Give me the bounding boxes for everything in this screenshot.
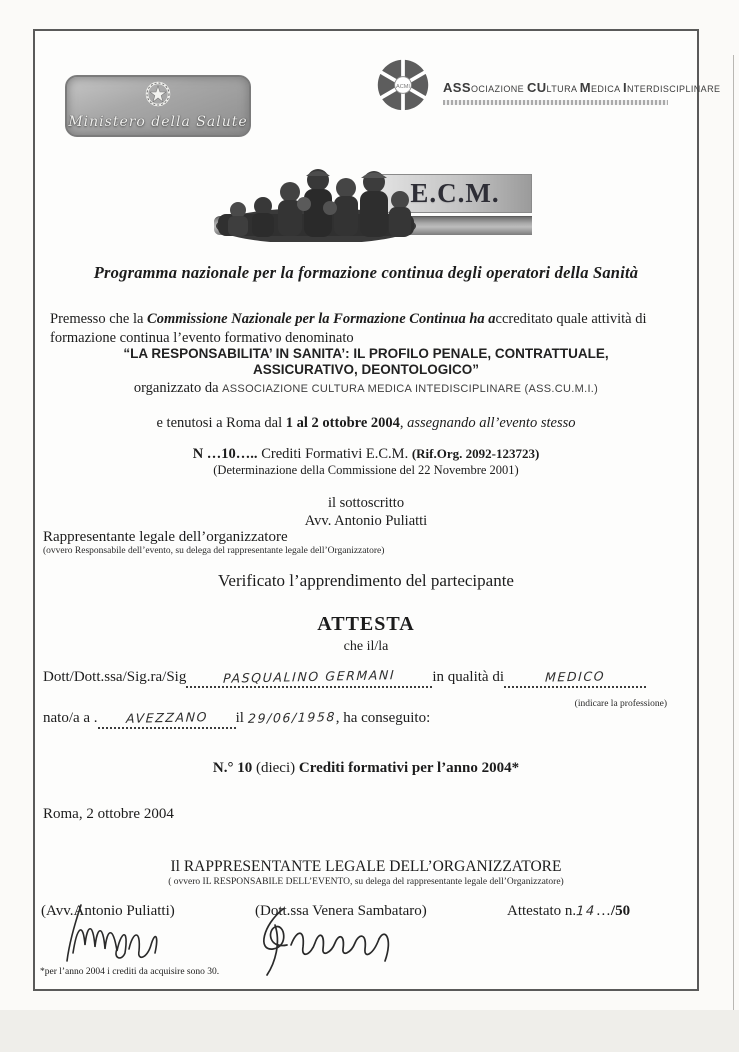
attestato-label: Attestato n.: [507, 903, 577, 919]
credits-awarded-dieci: (dieci): [255, 760, 299, 776]
credits-awarded-rest: Crediti formativi per l’anno 2004*: [298, 760, 520, 776]
role-note: (ovvero Responsabile dell’evento, su delega del rappresentante legale dell’Organizzatore): [43, 545, 385, 556]
association-logo-text: [443, 57, 720, 105]
association-title-part: OCIAZIONE: [470, 84, 527, 94]
premise-commission: Commissione Nazionale per la Formazione Continua ha a: [147, 311, 496, 327]
association-title-part: NTERDISCIPLINARE: [626, 84, 721, 94]
association-title-part: I: [622, 80, 627, 95]
footnote: *per l’anno 2004 i crediti da acquisire sono 30.: [40, 967, 220, 977]
name-label: Dott/Dott.ssa/Sig.ra/Sig: [43, 669, 187, 685]
ministry-of-health-logo: [65, 75, 251, 137]
representative-heading: Il RAPPRESENTANTE LEGALE DELL’ORGANIZZATORE: [170, 858, 562, 875]
credits-number: N …10…..: [192, 446, 262, 462]
scan-edge-artifact: [733, 55, 734, 1052]
undersigned-line2: Avv. Antonio Puliatti: [304, 513, 428, 530]
undersigned-line1: il sottoscritto: [327, 495, 405, 511]
event-title-line2: ASSICURATIVO, DEONTOLOGICO”: [252, 361, 479, 377]
ecm-banner: [200, 164, 532, 248]
profession-note: (indicare la professione): [574, 699, 667, 709]
signature-puliatti: [59, 901, 189, 972]
association-tagline-microtext: [443, 100, 668, 105]
organized-prefix: organizzato da: [133, 380, 223, 396]
scan-bottom-band: [0, 1010, 739, 1052]
attestato-number-handwriting: 14: [575, 903, 597, 920]
organizer-name: ASSOCIAZIONE CULTURA MEDICA INTEDISCIPLINARE (ASS.CU.M.I.): [222, 383, 599, 395]
born-label-il: il: [235, 710, 244, 726]
held-italic: assegnando all’evento stesso: [407, 415, 576, 431]
undersigned-block: [35, 494, 697, 530]
premise-part3: ccreditato quale attività di formazione continua l’evento formativo denominato: [50, 311, 647, 347]
signature-row: [35, 899, 697, 993]
birthplace-field: [98, 711, 236, 729]
attestato-number-line: [507, 903, 630, 920]
participant-name-handwriting: PASQUALINO GERMANI: [222, 667, 396, 686]
verified-line: Verificato l’apprendimento del partecipante: [218, 571, 514, 590]
participant-name-field: [186, 667, 432, 688]
event-title-line1: “LA RESPONSABILITA’ IN SANITA’: IL PROFILO PENALE, CONTRATTUALE,: [123, 346, 609, 361]
attesta-heading: ATTESTA: [317, 613, 415, 635]
ministry-logo-text: Ministero della Salute: [68, 114, 248, 130]
held-dates: 1 al 2 ottobre 2004: [285, 415, 400, 431]
representative-heading-block: [35, 858, 697, 888]
italy-emblem-icon: [67, 81, 249, 112]
quality-label: in qualità di: [432, 669, 504, 685]
profession-handwriting: MEDICO: [544, 668, 606, 685]
svg-text:ACMI: ACMI: [396, 83, 410, 90]
legal-representative-role: [43, 529, 689, 556]
signature-sambataro: [245, 899, 425, 982]
premise-paragraph: [50, 310, 687, 348]
ecm-label: E.C.M.: [410, 178, 500, 208]
association-title-part: LTURA: [546, 84, 580, 94]
credits-awarded-number: N.° 10: [212, 760, 256, 776]
association-title: [443, 79, 720, 97]
credits-awarded-line: [35, 760, 697, 777]
birth-line: [43, 710, 689, 729]
determination-line: (Determinazione della Commissione del 22 Novembre 2001): [213, 463, 519, 477]
event-title: [35, 346, 697, 378]
credits-header-line: [35, 446, 697, 463]
role-line: Rappresentante legale dell’organizzatore: [43, 529, 288, 545]
representative-heading-note: ( ovvero IL RESPONSABILE DELL’EVENTO, su delega del rappresentante legale dell’Organizzatore): [168, 876, 564, 887]
association-title-part: EDICA: [591, 84, 623, 94]
people-group-image: [200, 164, 432, 247]
held-comma: ,: [399, 415, 408, 431]
attestato-total: /50: [610, 903, 631, 919]
certificate-frame: [33, 29, 721, 991]
birthplace-handwriting: AVEZZANO: [125, 709, 208, 726]
organized-line: [35, 380, 697, 397]
credits-ref: (Rif.Org. 2092-123723): [411, 446, 540, 461]
participant-name-line: [43, 669, 689, 688]
association-logo: [375, 57, 720, 118]
premise-part1: Premesso che la: [50, 311, 148, 327]
signatory-middle-name: (Dott.ssa Venera Sambataro): [255, 903, 427, 919]
born-label-a: nato/a a .: [43, 710, 98, 726]
association-title-part: M: [579, 80, 592, 95]
held-line: [35, 415, 697, 432]
place-date: Roma, 2 ottobre 2004: [43, 806, 174, 822]
association-title-part: CU: [526, 80, 547, 95]
credits-label: Crediti Formativi E.C.M.: [261, 446, 412, 462]
aperture-logo-icon: [375, 57, 431, 118]
attestato-dots: …: [595, 903, 611, 919]
held-part1: e tenutosi a Roma dal: [156, 415, 286, 431]
association-title-part: ASS: [443, 80, 471, 95]
born-label-tail: , ha conseguito:: [335, 710, 431, 726]
signatory-left-name: (Avv.Antonio Puliatti): [41, 903, 175, 919]
birthdate-handwriting: 29/06/1958: [247, 709, 337, 726]
program-title: Programma nazionale per la formazione continua degli operatori della Sanità: [93, 263, 639, 282]
profession-field: [504, 670, 646, 688]
attesta-subheading: che il/la: [343, 639, 389, 654]
